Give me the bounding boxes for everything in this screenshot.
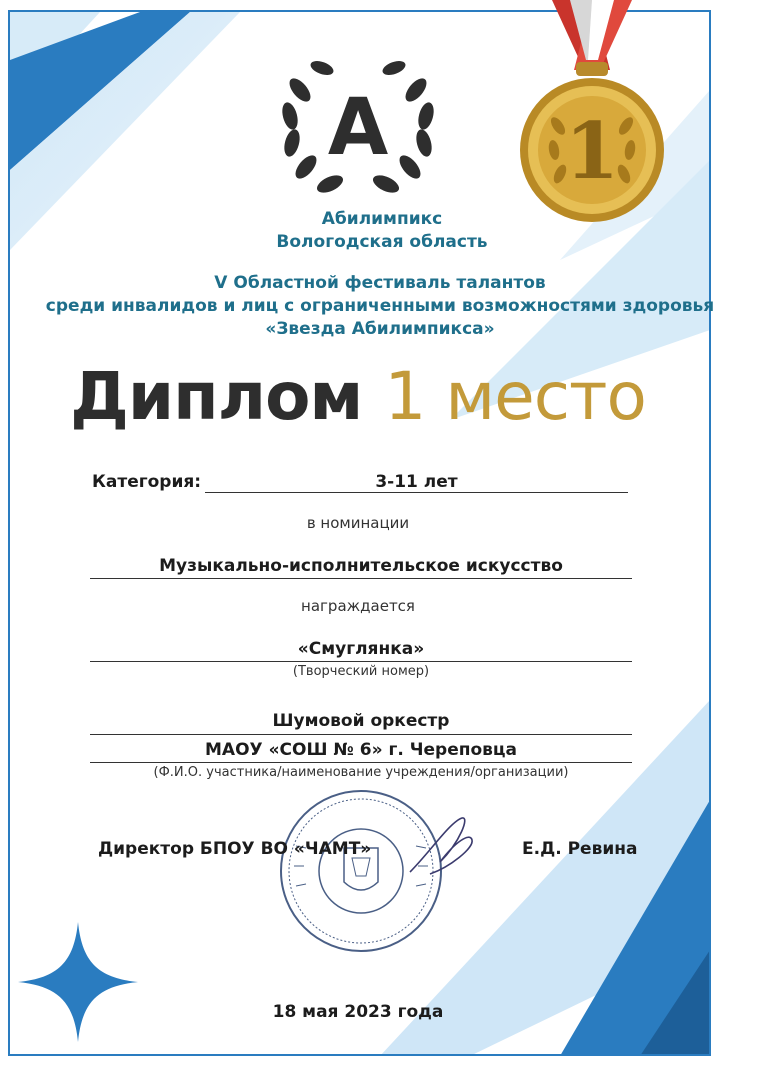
award-participant-caption: (Ф.И.О. участника/наименование учреждения/организации) — [153, 765, 569, 780]
award-institution-underline — [90, 762, 632, 763]
signature-position: Директор БПОУ ВО «ЧАМТ» — [98, 839, 372, 859]
gold-medal-icon — [512, 0, 672, 230]
nomination-underline — [90, 578, 632, 579]
organization-region: Вологодская область — [276, 232, 488, 252]
award-work-caption: (Творческий номер) — [292, 664, 430, 679]
award-work: «Смуглянка» — [297, 639, 425, 659]
logo-letter: А — [327, 83, 389, 173]
category-underline — [205, 492, 628, 493]
signature-mark — [400, 812, 480, 882]
award-participant-underline — [90, 734, 632, 735]
diploma-title — [0, 358, 716, 435]
award-date: 18 мая 2023 года — [272, 1002, 444, 1022]
award-intro: награждается — [301, 597, 415, 615]
award-participant: Шумовой оркестр — [272, 711, 450, 731]
signature-name: Е.Д. Ревина — [522, 839, 638, 859]
abilympics-logo — [278, 50, 438, 200]
star-icon — [18, 922, 138, 1042]
festival-line-1: V Областной фестиваль талантов — [214, 273, 546, 293]
festival-block — [20, 272, 740, 341]
nomination-intro: в номинации — [306, 514, 410, 532]
organization-block — [0, 208, 764, 254]
diploma-word: Диплом — [70, 358, 363, 435]
category-value: 3-11 лет — [375, 472, 458, 492]
medal-number: 1 — [564, 106, 620, 197]
nomination-value: Музыкально-исполнительское искусство — [159, 556, 563, 576]
award-institution: МАОУ «СОШ № 6» г. Череповца — [205, 740, 517, 760]
category-label: Категория: — [92, 472, 202, 492]
award-work-underline — [90, 661, 632, 662]
festival-line-3: «Звезда Абилимпикса» — [265, 319, 495, 339]
organization-name: Абилимпикс — [321, 209, 443, 229]
diploma-place: 1 место — [384, 358, 646, 435]
festival-line-2: среди инвалидов и лиц с ограниченными возможностями здоровья — [45, 296, 715, 316]
